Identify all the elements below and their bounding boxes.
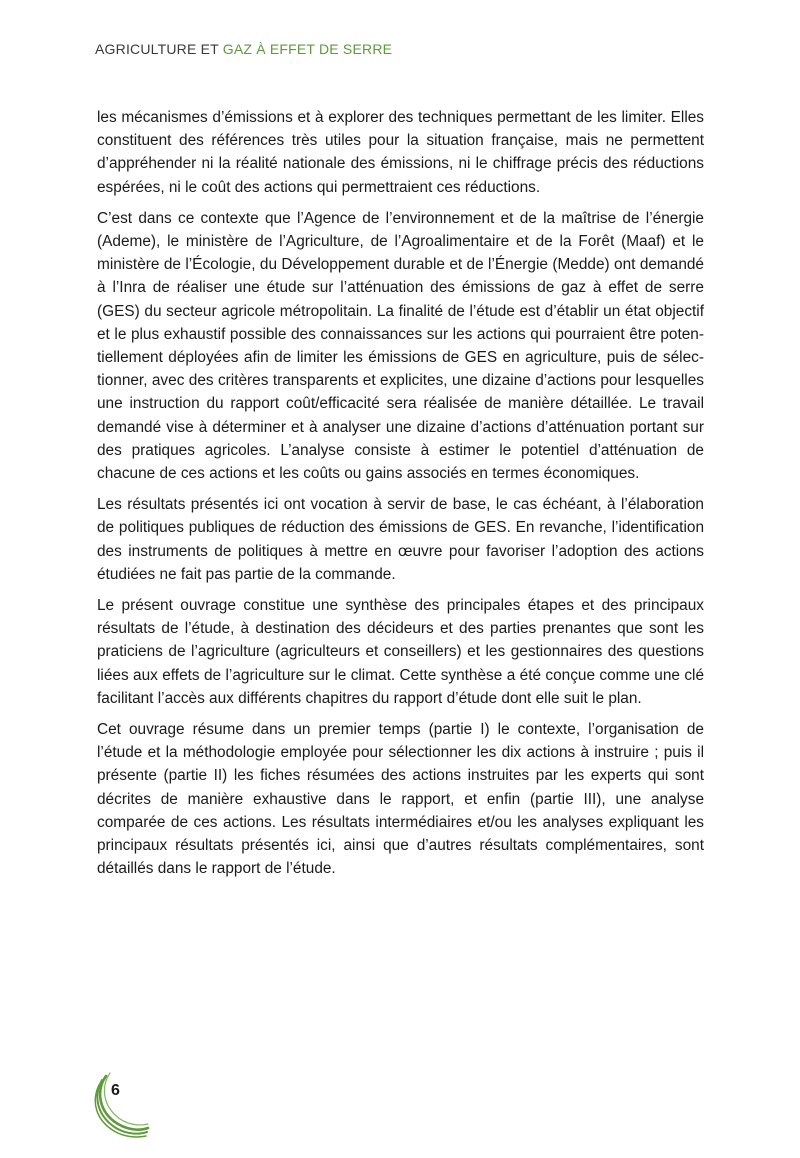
running-header-subtitle: GAZ À EFFET DE SERRE xyxy=(222,41,393,57)
paragraph: C’est dans ce contexte que l’Agence de l’environnement et de la maîtrise de l’énergie (Ademe), le ministère de l’Agriculture, de l’Agroalimentaire et de la Forêt (Maaf) et le ministère de l’Écologie, du Développement durable et de l’Énergie (Medde) ont demandé à l’Inra de réaliser une étude sur l’atténuation des émissions de gaz à effet de serre (GES) du secteur agricole métropolitain. La finalité de l’étude est d’établir un état objectif et le plus exhaustif possible des connaissances sur les actions qui pourraient être potentiellement déployées afin de limiter les émissions de GES en agriculture, puis de sélectionner, avec des critères transparents et explicites, une dizaine d’actions pour lesquelles une instruction du rapport coût/efficacité sera réalisée de manière détaillée. Le travail demandé vise à déterminer et à analyser une dizaine d’actions d’atténuation portant sur des pratiques agricoles. L’analyse consiste à estimer le potentiel d’atténuation de chacune de ces actions et les coûts ou gains associés en termes économiques. xyxy=(97,209,704,483)
paragraph: Le présent ouvrage constitue une synthèse des principales étapes et des principaux résultats de l’étude, à destination des décideurs et des parties prenantes que sont les praticiens de l’agriculture (agriculteurs et conseillers) et les gestionnaires des questions liées aux effets de l’agriculture sur le climat. Cette synthèse a été conçue comme une clé facilitant l’accès aux différents chapitres du rapport d’étude dont elle suit le plan. xyxy=(97,597,704,707)
body-text xyxy=(97,106,704,889)
page-footer xyxy=(92,1068,152,1138)
paragraph: Les résultats présentés ici ont vocation à servir de base, le cas échéant, à l’élaboration de politiques publiques de réduction des émissions de GES. En revanche, l’identification des instruments de politiques à mettre en œuvre pour favoriser l’adoption des actions étudiées ne fait pas partie de la commande. xyxy=(97,496,704,583)
paragraph: Cet ouvrage résume dans un premier temps (partie I) le contexte, l’organisation de l’étude et la méthodologie employée pour sélectionner les dix actions à instruire ; puis il présente (partie II) les fiches résumées des actions instruites par les experts qui sont décrites de manière exhaustive dans le rapport, et enfin (partie III), une analyse comparée de ces actions. Les résultats intermédiaires et/ou les analyses expliquant les principaux résultats présentés ici, ainsi que d’autres résultats complémentaires, sont détaillés dans le rapport de l’étude. xyxy=(97,721,704,878)
running-header xyxy=(95,41,392,57)
running-header-title: AGRICULTURE ET xyxy=(95,41,223,57)
paragraph: les mécanismes d’émissions et à explorer des techniques permettant de les limiter. Elles constituent des références très utiles pour la situation française, mais ne permettent d’appréhender ni la réalité nationale des émissions, ni le chiffrage précis des réductions espérées, ni le coût des actions qui permettraient ces réductions. xyxy=(97,109,704,196)
green-swirl-icon xyxy=(92,1068,152,1138)
page-number: 6 xyxy=(111,1082,120,1099)
